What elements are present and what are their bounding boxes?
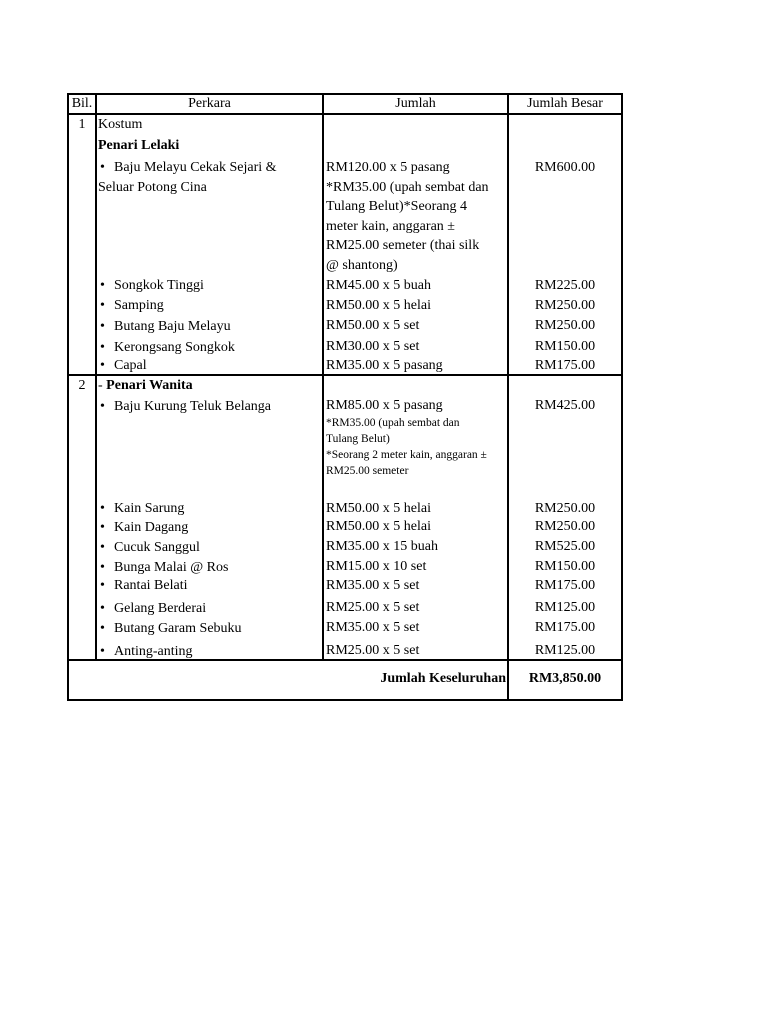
section2-number: 2 [78,378,86,393]
section1-number: 1 [78,117,86,132]
list-item-total: RM175.00 [534,578,596,593]
section1-item1-label-line1: • Baju Melayu Cekak Sejari & [98,158,277,178]
list-item-amount: RM50.00 x 5 helai [326,519,431,534]
list-item-amount: RM15.00 x 10 set [326,559,427,574]
list-item-total: RM225.00 [534,278,596,293]
section2-item1-total: RM425.00 [534,398,596,413]
bullet-icon: • [100,601,105,616]
list-item-label: • Kain Sarung [98,499,184,519]
header-perkara: Perkara [188,96,231,111]
bullet-icon: • [100,560,105,575]
list-item-label: • Cucuk Sanggul [98,538,200,558]
list-item-total: RM150.00 [534,339,596,354]
list-item-amount: RM50.00 x 5 set [326,318,420,333]
section1-category: Kostum [98,117,143,132]
list-item-total: RM250.00 [534,501,596,516]
list-item-amount: RM35.00 x 15 buah [326,539,438,554]
list-item-label: • Butang Baju Melayu [98,317,231,337]
bullet-icon: • [100,340,105,355]
section2-item1-amount: RM85.00 x 5 pasang [326,398,443,413]
table-border-right [621,93,623,701]
list-item-total: RM250.00 [534,519,596,534]
list-item-amount: RM25.00 x 5 set [326,600,420,615]
header-jumlah: Jumlah [395,96,436,111]
table-border-left [67,93,69,701]
section1-item1-label-line2: Seluar Potong Cina [98,180,207,195]
section1-item1-amount-line2: *RM35.00 (upah sembat dan [326,180,489,195]
list-item-label: • Kerongsang Songkok [98,338,235,358]
list-item-amount: RM35.00 x 5 set [326,578,420,593]
section1-group-title: Penari Lelaki [98,138,180,153]
list-item-label: • Anting-anting [98,642,193,662]
list-item-amount: RM45.00 x 5 buah [326,278,431,293]
list-item-label: • Songkok Tinggi [98,276,204,296]
section1-item1-total: RM600.00 [534,160,596,175]
bullet-icon: • [100,399,105,414]
bullet-icon: • [100,578,105,593]
cost-table [67,93,623,701]
list-item-label: • Capal [98,356,147,376]
section2-item1-note-line1: *RM35.00 (upah sembat dan [326,417,460,429]
list-item-total: RM175.00 [534,620,596,635]
section2-item1-note-line4: RM25.00 semeter [326,465,409,477]
list-item-total: RM250.00 [534,298,596,313]
bullet-icon: • [100,160,105,175]
section2-item1-note-line3: *Seorang 2 meter kain, anggaran ± [326,449,487,461]
list-item-label: • Kain Dagang [98,518,188,538]
list-item-amount: RM35.00 x 5 set [326,620,420,635]
bullet-icon: • [100,298,105,313]
section1-item1-amount-line5: RM25.00 semeter (thai silk [326,238,480,253]
section1-item1-amount-line6: @ shantong) [326,258,398,273]
bullet-icon: • [100,540,105,555]
table-border-bottom [67,699,623,701]
section2-item1-note-line2: Tulang Belut) [326,433,390,445]
list-item-total: RM250.00 [534,318,596,333]
list-item-amount: RM50.00 x 5 helai [326,298,431,313]
bullet-icon: • [100,278,105,293]
list-item-amount: RM50.00 x 5 helai [326,501,431,516]
section2-item1-label: • Baju Kurung Teluk Belanga [98,397,271,417]
header-jumlah-besar: Jumlah Besar [527,96,603,111]
list-item-amount: RM30.00 x 5 set [326,339,420,354]
list-item-total: RM125.00 [534,600,596,615]
list-item-total: RM150.00 [534,559,596,574]
section1-item1-amount-line3: Tulang Belut)*Seorang 4 [326,199,468,214]
grand-total-label: Jumlah Keseluruhan [380,671,506,686]
section1-item1-amount-line1: RM120.00 x 5 pasang [326,160,450,175]
section2-group-title: - Penari Wanita [98,378,193,393]
list-item-total: RM125.00 [534,643,596,658]
bullet-icon: • [100,358,105,373]
header-bil: Bil. [71,96,93,111]
col-divider-perkara [322,93,324,660]
section1-item1-amount-line4: meter kain, anggaran ± [326,219,455,234]
bullet-icon: • [100,319,105,334]
bullet-icon: • [100,520,105,535]
bullet-icon: • [100,501,105,516]
list-item-total: RM175.00 [534,358,596,373]
list-item-amount: RM25.00 x 5 set [326,643,420,658]
list-item-label: • Gelang Berderai [98,599,206,619]
list-item-total: RM525.00 [534,539,596,554]
bullet-icon: • [100,644,105,659]
list-item-label: • Rantai Belati [98,576,187,596]
col-divider-bil [95,93,97,660]
grand-total-value: RM3,850.00 [528,671,602,686]
list-item-label: • Bunga Malai @ Ros [98,558,228,578]
bullet-icon: • [100,621,105,636]
list-item-amount: RM35.00 x 5 pasang [326,358,443,373]
list-item-label: • Samping [98,296,164,316]
list-item-label: • Butang Garam Sebuku [98,619,242,639]
